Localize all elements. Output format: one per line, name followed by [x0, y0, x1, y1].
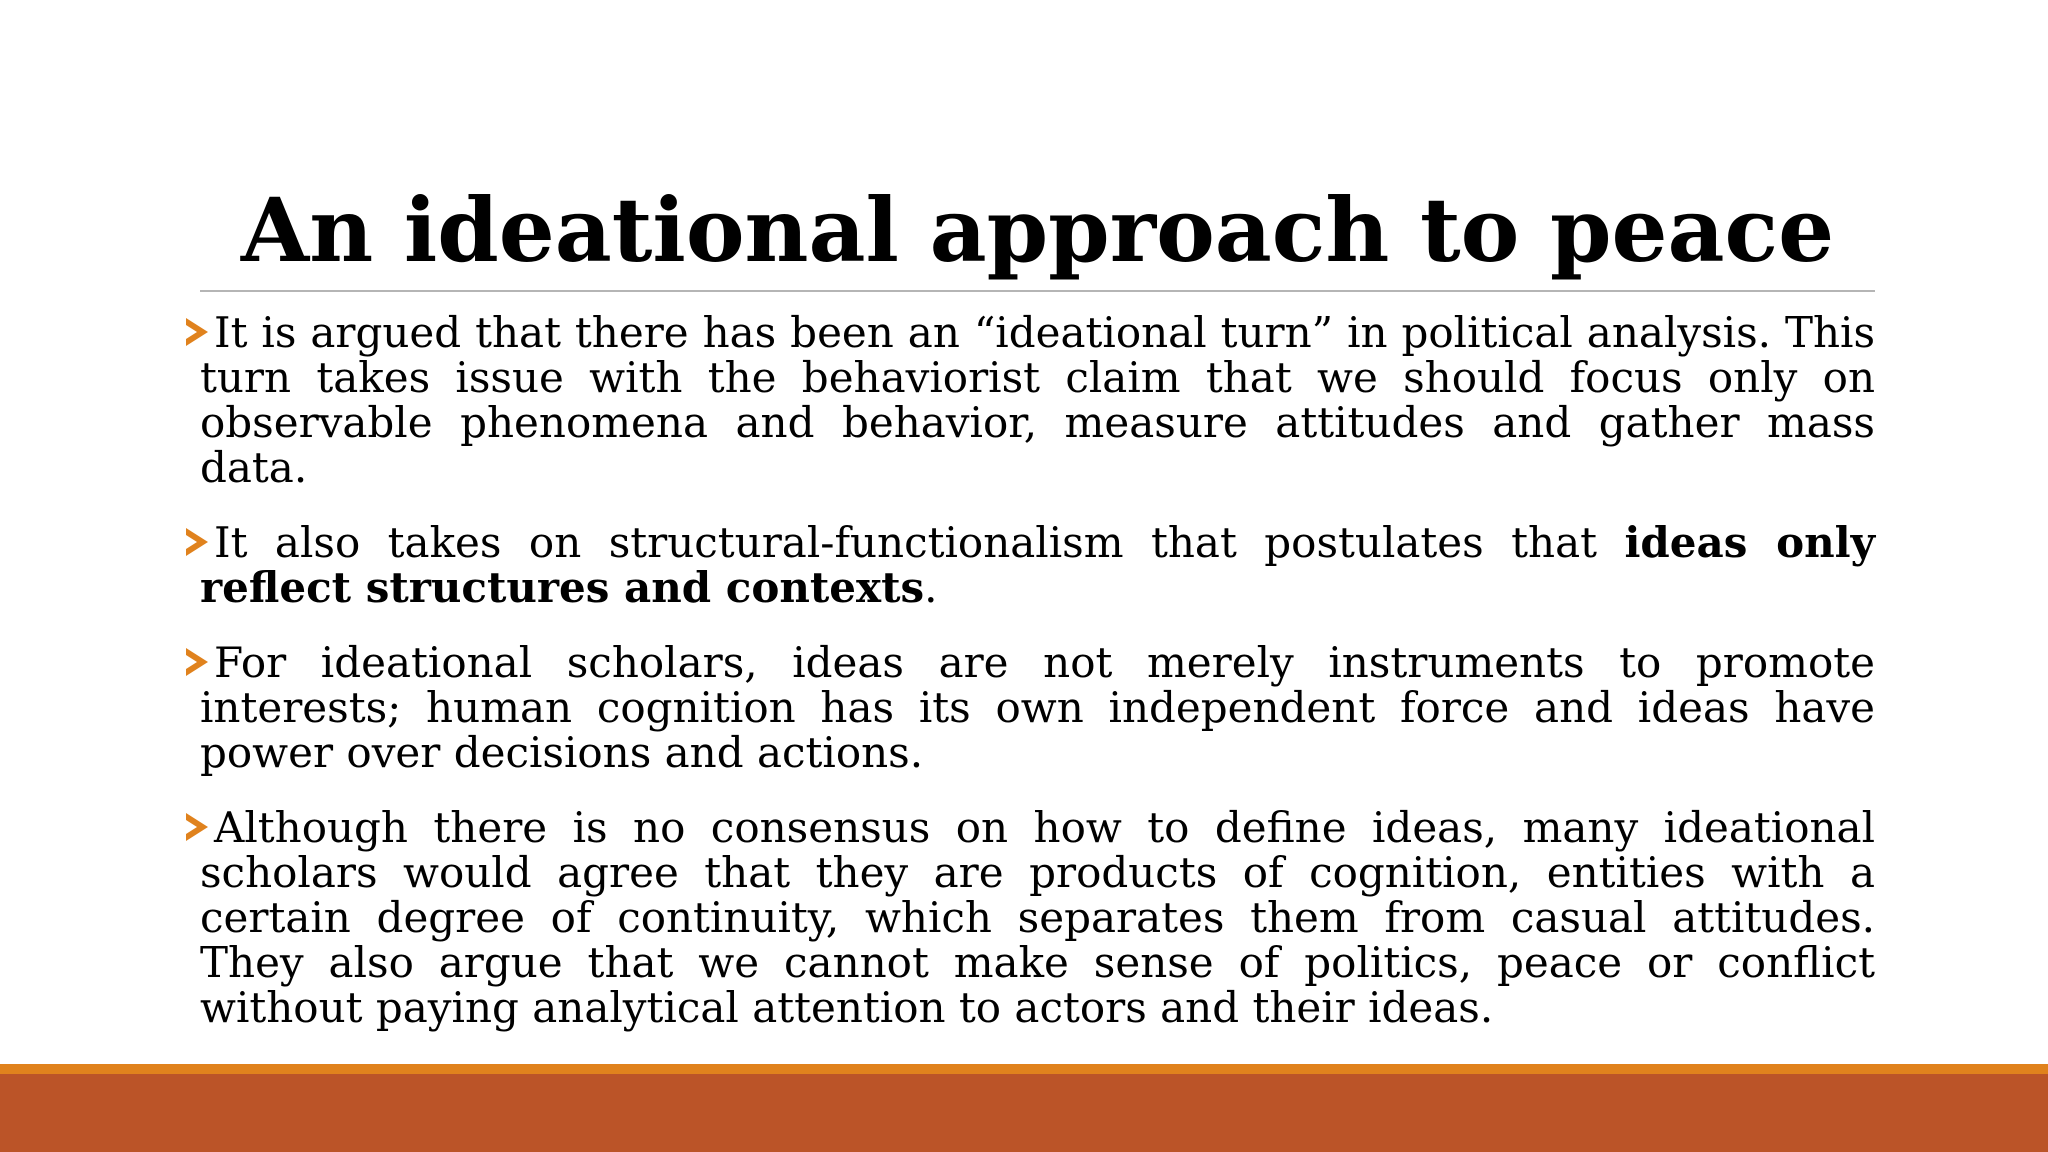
arrow-bullet-icon	[186, 318, 208, 346]
bullet-item	[186, 805, 1875, 1030]
footer-accent-bar	[0, 1064, 2048, 1074]
bullet-text: For ideational scholars, ideas are not merely instruments to promote interests; human cognition has its own independent force and ideas have power over decisions and actions.	[200, 638, 1875, 777]
bullet-item	[186, 520, 1875, 610]
title-divider	[200, 290, 1875, 292]
slide-content	[186, 310, 1875, 1060]
arrow-bullet-icon	[186, 648, 208, 676]
footer-bar	[0, 1074, 2048, 1152]
bullet-text: It also takes on structural-functionalism that postulates that	[214, 518, 1625, 567]
arrow-bullet-icon	[186, 528, 208, 556]
bullet-text: Although there is no consensus on how to define ideas, many ideational scholars would agree that they are products of cognition, entities with a certain degree of continuity, which separates them from casual attitudes. They also argue that we cannot make sense of politics, peace or conflict without paying analytical attention to actors and their ideas.	[200, 803, 1875, 1032]
bullet-text-end: .	[924, 563, 938, 612]
bullet-item	[186, 310, 1875, 490]
slide-title: An ideational approach to peace	[240, 178, 1835, 282]
bullet-text: It is argued that there has been an “ideational turn” in political analysis. This turn takes issue with the behaviorist claim that we should focus only on observable phenomena and behavior, measure attitudes and gather mass data.	[200, 308, 1875, 492]
bullet-bold-text: ideas only reflect structures and contexts	[200, 518, 1876, 612]
arrow-bullet-icon	[186, 813, 208, 841]
bullet-item	[186, 640, 1875, 775]
